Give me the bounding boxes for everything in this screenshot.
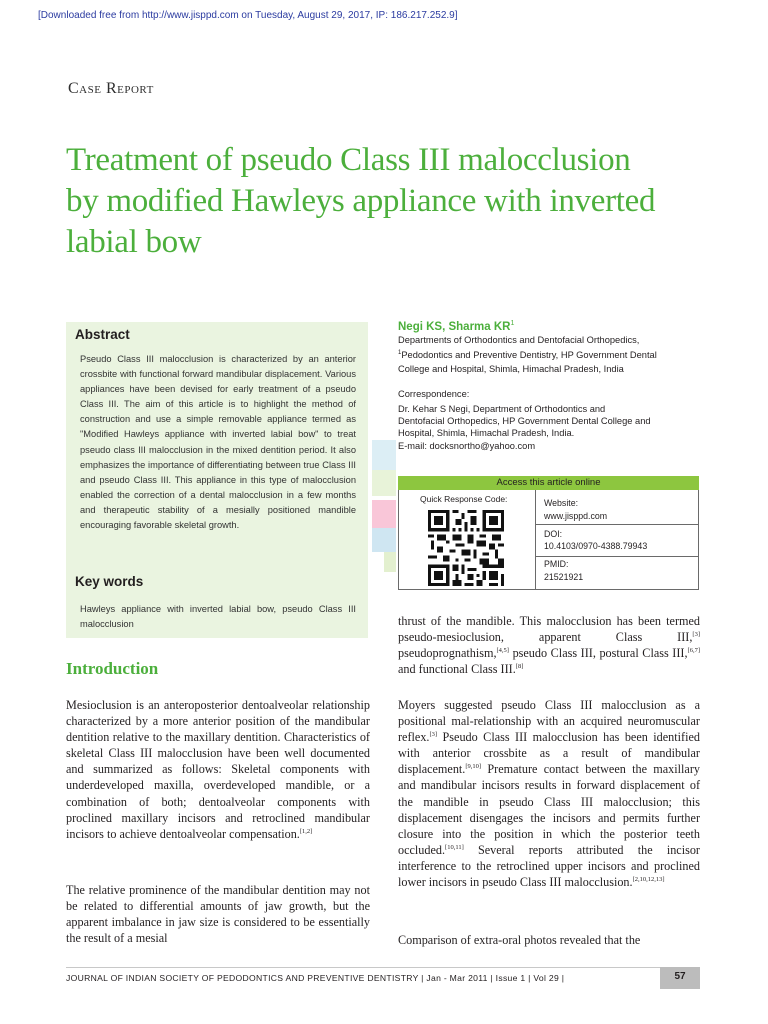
paragraph-text: Several reports attributed the incisor interference to the retroclined upper incisors and proclined lower incisors in pseudo Class III malocclusion. bbox=[398, 842, 700, 890]
footer-divider bbox=[66, 967, 700, 968]
abstract-text: Pseudo Class III malocclusion is characterized by an anterior crossbite with functional forward mandibular displacement. Various appliances have been devised for early treatment of a pseudo Class III. The aim of this article is to highlight the method of construction and use a simple removable appliance termed as "Modified Hawleys appliance with inverted labial bow" to treat pseudo class III malocclusion in the mixed dentition period. It also emphasizes the importance of differentiating between true Class III and pseudo Class III. This appliance in this type of malocclusion enabled the correction of a dental malocclusion in a few months and therapeutic stability of a mesially positioned mandible encouraging favorable skeletal growth. bbox=[80, 354, 356, 531]
body-paragraph bbox=[398, 697, 700, 890]
abstract-heading: Abstract bbox=[75, 327, 130, 342]
affiliation-superscript: 1 bbox=[398, 350, 402, 357]
correspondence-email[interactable]: E-mail: docksnortho@yahoo.com bbox=[398, 440, 536, 451]
citation[interactable]: [3] bbox=[429, 731, 438, 739]
affiliations bbox=[398, 334, 698, 376]
paragraph-text: and functional Class III. bbox=[398, 662, 516, 677]
pmid-label: PMID: bbox=[544, 559, 569, 569]
journal-footer: JOURNAL OF INDIAN SOCIETY OF PEDODONTICS AND PREVENTIVE DENTISTRY | Jan - Mar 2011 | Issue 1 | Vol 29 | bbox=[66, 973, 565, 983]
title-line: labial bow bbox=[66, 224, 202, 260]
citation[interactable]: [10,11] bbox=[445, 843, 464, 851]
pmid-value[interactable]: 21521921 bbox=[544, 572, 584, 582]
citation[interactable]: [4,5] bbox=[496, 647, 509, 655]
correspondence-line: Hospital, Shimla, Himachal Pradesh, India. bbox=[398, 428, 575, 439]
body-paragraph: Comparison of extra-oral photos revealed that the bbox=[398, 933, 641, 947]
affiliation-line bbox=[398, 347, 698, 363]
correspondence-line: Dr. Kehar S Negi, Department of Orthodontics and bbox=[398, 404, 606, 414]
decorative-block bbox=[372, 528, 396, 552]
decorative-block bbox=[372, 440, 396, 470]
citation[interactable]: [6,7] bbox=[687, 647, 700, 655]
citation[interactable]: [2,10,12,13] bbox=[632, 875, 665, 883]
website-link[interactable]: www.jisppd.com bbox=[544, 511, 608, 521]
affiliation-line: College and Hospital, Shimla, Himachal Pradesh, India bbox=[398, 363, 624, 374]
paragraph-text: thrust of the mandible. This malocclusion has been termed pseudo-mesioclusion, apparent Class III, bbox=[398, 614, 700, 645]
correspondence-line: Dentofacial Orthopedics, HP Government Dental College and bbox=[398, 416, 651, 427]
website-label: Website: bbox=[544, 498, 579, 508]
body-paragraph bbox=[398, 613, 700, 677]
access-row-divider bbox=[535, 524, 699, 525]
section-label: Case Report bbox=[68, 80, 154, 97]
paragraph-text: Pseudo Class III malocclusion has been identified with anterior crossbite as a result of mandibular displacement. bbox=[398, 730, 700, 777]
title-line: Treatment of pseudo Class III malocclusion bbox=[66, 142, 631, 178]
access-online-header: Access this article online bbox=[398, 476, 699, 490]
qr-code-label: Quick Response Code: bbox=[420, 494, 508, 504]
decorative-block bbox=[384, 552, 396, 572]
decorative-block bbox=[372, 500, 396, 528]
paragraph-text: pseudoprognathism, bbox=[398, 646, 497, 661]
access-row-divider bbox=[535, 556, 699, 557]
qr-code-icon[interactable] bbox=[428, 510, 504, 586]
article-title bbox=[66, 140, 706, 263]
citation[interactable]: [8] bbox=[515, 663, 524, 671]
affiliation-line-text: Pedodontics and Preventive Dentistry, HP Government Dental bbox=[401, 350, 657, 361]
paragraph-text: Mesioclusion is an anteroposterior dentoalveolar relationship characterized by a more anterior position of the mandibular dentition relative to the maxillary dentition. Characteristics of skeletal Class III malocclusion have been well documented and summarized as follows: Skeletal components with underdeveloped maxilla, overdeveloped mandible, or a combination of both; dentoalveolar components with proclined maxillary incisors and retroclined mandibular incisors to achieve dentoalveolar compensation. bbox=[66, 698, 370, 841]
title-line: by modified Hawleys appliance with inverted bbox=[66, 183, 656, 219]
citation[interactable]: [3] bbox=[692, 631, 700, 639]
author-names-text: Negi KS, Sharma KR bbox=[398, 320, 511, 333]
access-divider bbox=[535, 490, 536, 590]
author-superscript: 1 bbox=[510, 320, 515, 327]
doi-value[interactable]: 10.4103/0970-4388.79943 bbox=[544, 541, 648, 551]
body-paragraph bbox=[66, 697, 370, 842]
citation[interactable]: [1,2] bbox=[299, 827, 313, 835]
download-notice[interactable]: [Downloaded free from http://www.jisppd.com on Tuesday, August 29, 2017, IP: 186.217.252.9] bbox=[38, 10, 458, 21]
keywords-heading: Key words bbox=[75, 574, 144, 589]
page-number: 57 bbox=[674, 971, 686, 982]
citation[interactable]: [9,10] bbox=[465, 763, 482, 771]
keywords-text: Hawleys appliance with inverted labial bow, pseudo Class III malocclusion bbox=[80, 604, 356, 630]
paragraph-text: pseudo Class III, postural Class III, bbox=[508, 646, 688, 661]
decorative-block bbox=[372, 470, 396, 496]
introduction-heading: Introduction bbox=[66, 659, 159, 678]
doi-label: DOI: bbox=[544, 529, 563, 539]
paragraph-text: Moyers suggested pseudo Class III malocclusion as a positional mal-relationship with an acquired neuromuscular reflex. bbox=[398, 698, 700, 745]
body-paragraph: The relative prominence of the mandibular dentition may not be related to differential amounts of jaw growth, but the apparent imbalance in jaw size is considered to be essentially the result of a mesial bbox=[66, 883, 370, 946]
paragraph-text: Premature contact between the maxillary and mandibular incisors results in forward displacement of the mandible in pseudo Class III malocclusion; this displacement disengages the incisors and permits further closure into the position in which the posterior teeth occluded. bbox=[398, 762, 700, 857]
author-names bbox=[398, 320, 514, 333]
affiliation-line: Departments of Orthodontics and Dentofacial Orthopedics, bbox=[398, 335, 640, 345]
correspondence-details bbox=[398, 403, 698, 452]
correspondence-label: Correspondence: bbox=[398, 389, 470, 399]
